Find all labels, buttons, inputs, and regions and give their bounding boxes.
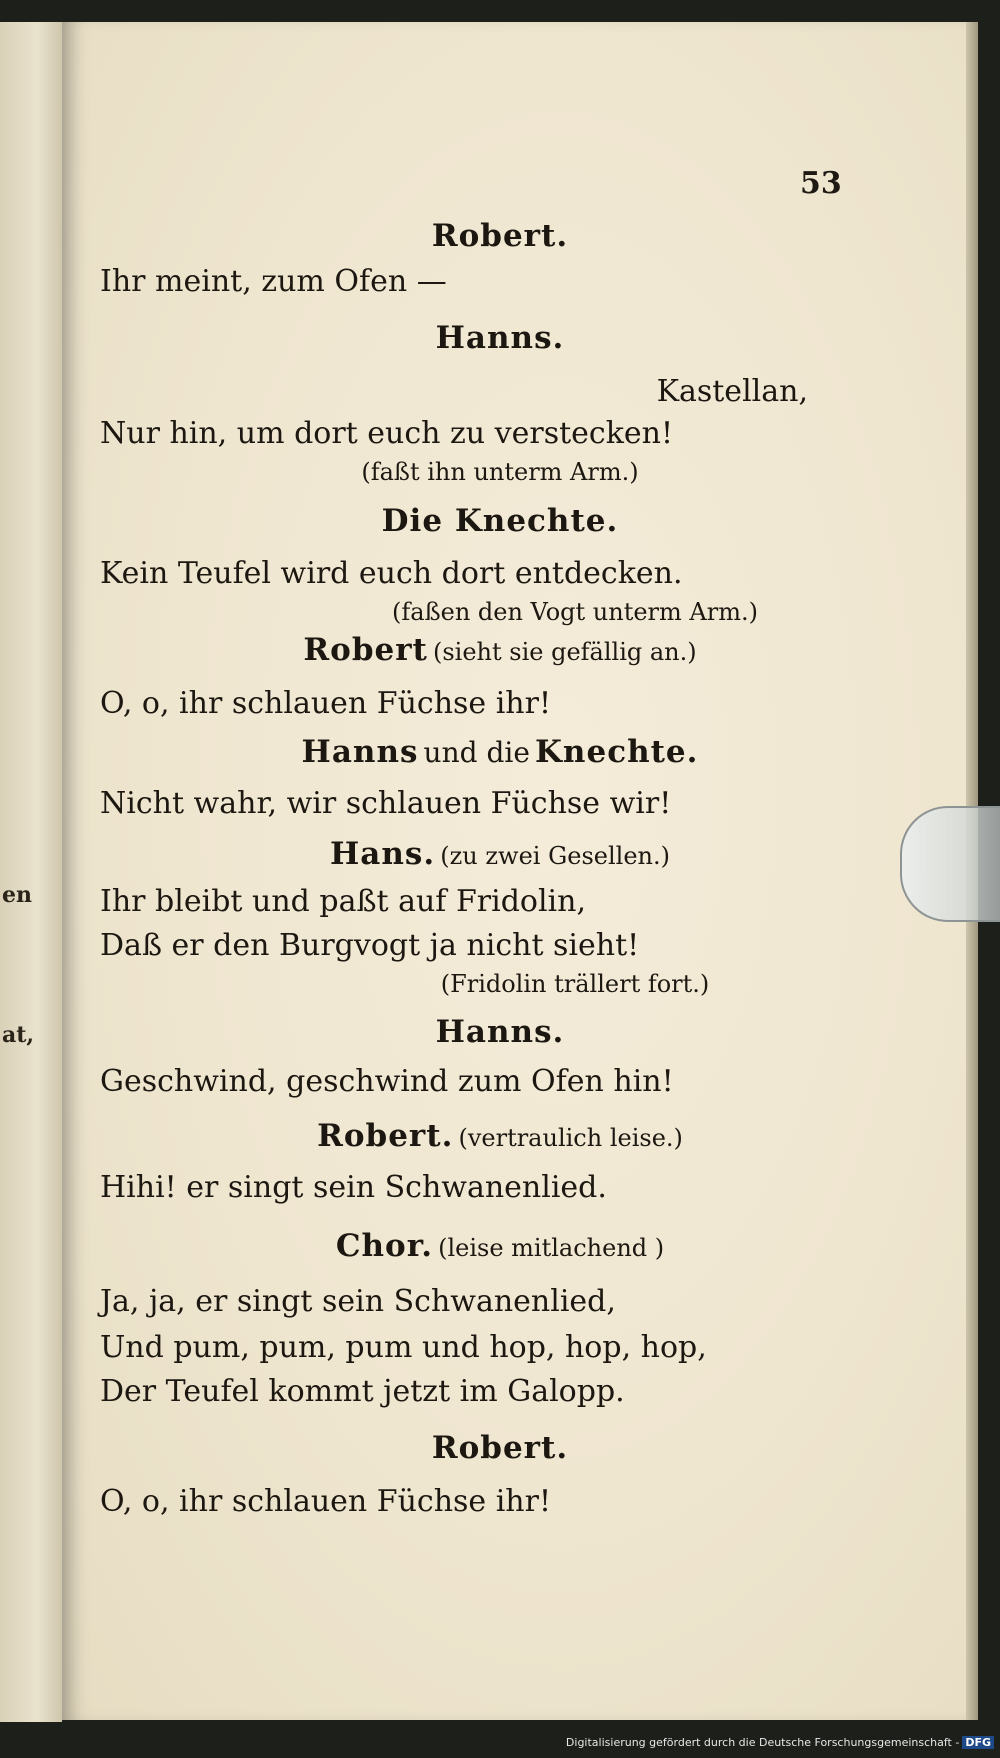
speaker-with-direction — [0, 1228, 1000, 1264]
page-clip — [900, 806, 1000, 922]
speaker-conjunction: und die — [423, 736, 530, 769]
credit-text: Digitalisierung gefördert durch die Deutsche Forschungsgemeinschaft - — [565, 1736, 960, 1749]
speaker-name: Robert. — [317, 1118, 454, 1154]
speaker-name: Die Knechte. — [381, 503, 619, 539]
verse-line: Kastellan, — [656, 374, 808, 409]
speaker-with-direction — [0, 632, 1000, 668]
speaker-name: Hanns. — [435, 320, 565, 356]
verse-line: Geschwind, geschwind zum Ofen hin! — [100, 1064, 674, 1099]
facing-page-fragment: en — [2, 882, 32, 908]
page-number: 53 — [800, 166, 842, 201]
verse-line: Hihi! er singt sein Schwanenlied. — [100, 1170, 607, 1205]
speaker-with-direction — [0, 836, 1000, 872]
speaker-name: Hanns. — [435, 1014, 565, 1050]
speaker-group — [0, 734, 1000, 770]
speaker-with-direction — [0, 1118, 1000, 1154]
verse-line: O, o, ihr schlauen Füchse ihr! — [100, 686, 552, 721]
speaker-name: Hanns — [301, 734, 419, 770]
verse-line: Kein Teufel wird euch dort entdecken. — [100, 556, 683, 591]
stage-direction: (Fridolin trällert fort.) — [440, 970, 710, 998]
speaker-name: Robert — [303, 632, 428, 668]
verse-line: Und pum, pum, pum und hop, hop, hop, — [100, 1330, 707, 1365]
facing-page-edge — [0, 22, 62, 1722]
stage-direction: (sieht sie gefällig an.) — [432, 638, 697, 666]
stage-direction: (faßen den Vogt unterm Arm.) — [392, 598, 758, 626]
verse-line: Der Teufel kommt jetzt im Galopp. — [100, 1374, 625, 1409]
speaker-name: Chor. — [335, 1228, 434, 1264]
verse-line: O, o, ihr schlauen Füchse ihr! — [100, 1484, 552, 1519]
stage-direction: (faßt ihn unterm Arm.) — [361, 458, 639, 486]
speaker-name: Hans. — [330, 836, 436, 872]
facing-page-fragment: at, — [2, 1022, 35, 1048]
verse-line: Ja, ja, er singt sein Schwanenlied, — [100, 1284, 616, 1319]
verse-line: Ihr meint, zum Ofen — — [100, 264, 447, 299]
stage-direction: (vertraulich leise.) — [458, 1124, 683, 1152]
stage-direction: (zu zwei Gesellen.) — [440, 842, 670, 870]
digitization-credit — [0, 1736, 994, 1749]
verse-line: Nicht wahr, wir schlauen Füchse wir! — [100, 786, 672, 821]
stage-direction: (leise mitlachend ) — [438, 1234, 665, 1262]
speaker-name: Robert. — [431, 218, 569, 254]
speaker-name: Robert. — [431, 1430, 569, 1466]
speaker-name: Knechte. — [534, 734, 699, 770]
verse-line: Daß er den Burgvogt ja nicht sieht! — [100, 928, 640, 963]
verse-line: Nur hin, um dort euch zu verstecken! — [100, 416, 674, 451]
verse-line: Ihr bleibt und paßt auf Fridolin, — [100, 884, 587, 919]
dfg-logo: DFG — [962, 1736, 994, 1749]
